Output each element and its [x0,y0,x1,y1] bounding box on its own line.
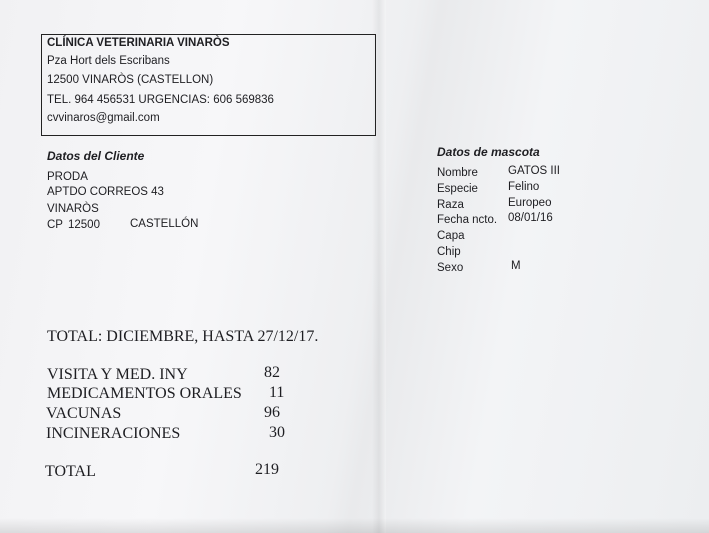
client-cp-label: CP [47,219,63,231]
pet-field-label: Sexo [437,262,464,274]
pet-heading: Datos de mascota [437,145,540,159]
clinic-address: Pza Hort dels Escribans [47,55,170,67]
pet-field-value: GATOS III [508,165,560,177]
paper-shadow [0,518,709,533]
total-label: TOTAL [45,463,96,480]
line-item-amount: 82 [264,364,280,381]
pet-field-value: 08/01/16 [508,212,553,224]
pet-field-value: M [511,260,521,272]
pet-field-label: Especie [437,183,478,195]
line-item-amount: 96 [264,404,280,421]
client-po-box: APTDO CORREOS 43 [47,186,164,198]
pet-field-label: Capa [437,230,465,242]
summary-title: TOTAL: DICIEMBRE, HASTA 27/12/17. [47,328,319,345]
pet-field-label: Nombre [437,167,478,179]
pet-field-label: Chip [437,246,461,258]
client-city: VINARÒS [47,203,99,215]
line-item-label: VISITA Y MED. INY [47,366,188,383]
line-item-amount: 11 [269,384,285,401]
line-item-amount: 30 [269,424,285,441]
line-item-label: INCINERACIONES [46,425,181,442]
client-heading: Datos del Cliente [47,149,145,163]
clinic-email: cvvinaros@gmail.com [47,112,160,124]
client-province: CASTELLÓN [130,218,199,230]
clinic-city: 12500 VINARÒS (CASTELLON) [47,74,214,86]
pet-field-value: Europeo [508,197,552,209]
client-name: PRODA [47,171,88,183]
pet-field-value: Felino [508,181,540,193]
clinic-name: CLÍNICA VETERINARIA VINARÒS [47,37,230,49]
pet-field-label: Raza [437,199,464,211]
total-amount: 219 [255,461,279,478]
client-cp: 12500 [68,219,100,231]
clinic-phone: TEL. 964 456531 URGENCIAS: 606 569836 [47,94,274,106]
line-item-label: VACUNAS [46,405,122,422]
pet-field-label: Fecha ncto. [437,214,498,226]
line-item-label: MEDICAMENTOS ORALES [47,385,242,402]
